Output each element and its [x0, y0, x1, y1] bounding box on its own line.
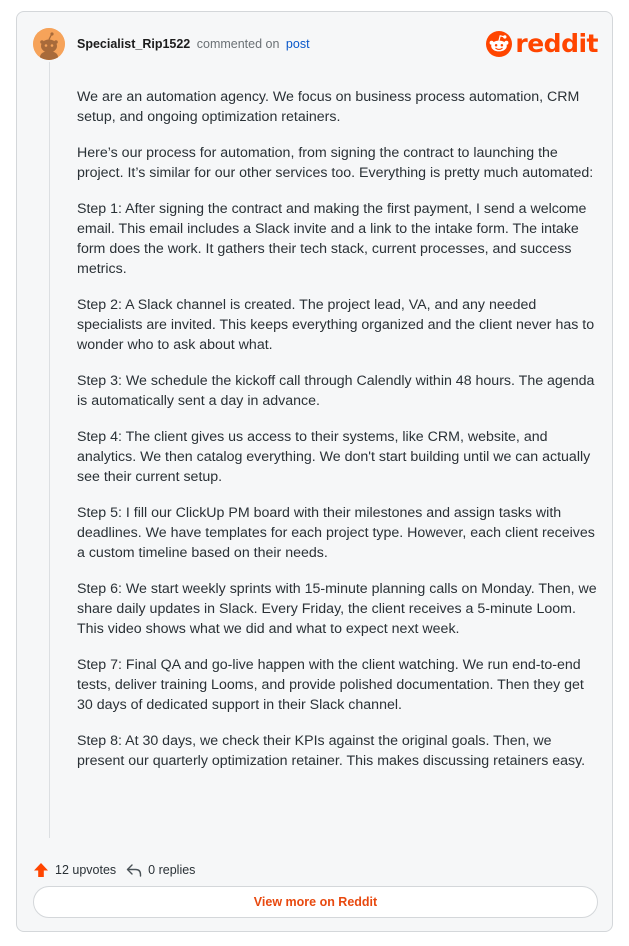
comment-paragraph: Step 8: At 30 days, we check their KPIs against the original goals. Then, we present our quarterly optimization retainer. This makes discussing retainers easy. — [77, 733, 586, 769]
comment-footer — [33, 860, 195, 880]
comment-paragraph: Step 7: Final QA and go-live happen with the client watching. We run end-to-end tests, deliver training Looms, and provide polished documentation. Then they get 30 days of dedicated support in their Slack channel. — [77, 657, 584, 713]
reply-arrow-icon[interactable] — [126, 863, 142, 877]
comment-paragraph: Here’s our process for automation, from signing the contract to launching the project. It’s similar for our other services too. Everything is pretty much automated: — [77, 145, 594, 181]
comment-header — [33, 28, 598, 62]
comment-paragraph: Step 1: After signing the contract and making the first payment, I send a welcome email. This email includes a Slack invite and a link to the intake form. The intake form does the work. It gathers their tech stack, current processes, and success metrics. — [77, 201, 587, 277]
comment-paragraph: Step 3: We schedule the kickoff call through Calendly within 48 hours. The agenda is automatically sent a day in advance. — [77, 373, 595, 409]
comment-paragraph: Step 2: A Slack channel is created. The project lead, VA, and any needed specialists are invited. This keeps everything organized and the client never has to wonder who to ask about what. — [77, 297, 595, 353]
reddit-logo[interactable] — [486, 30, 598, 58]
thread-line — [49, 62, 50, 838]
comment-paragraph: Step 4: The client gives us access to their systems, like CRM, website, and analytics. We then catalog everything. We don't start building until we can actually see their current setup. — [77, 429, 591, 485]
avatar-snoo-icon — [33, 28, 65, 60]
post-link[interactable]: post — [285, 37, 310, 51]
reddit-wordmark: reddit — [515, 29, 598, 58]
action-text: commented on — [196, 37, 280, 51]
comment-paragraph: We are an automation agency. We focus on business process automation, CRM setup, and ongoing optimization retainers. — [77, 89, 580, 125]
upvote-arrow-icon[interactable] — [33, 862, 49, 878]
avatar[interactable] — [33, 28, 65, 60]
reply-count[interactable]: 0 replies — [148, 863, 196, 877]
comment-body — [77, 87, 597, 787]
comment-paragraph: Step 6: We start weekly sprints with 15-minute planning calls on Monday. Then, we share daily updates in Slack. Every Friday, the client receives a 5-minute Loom. This video shows what we did and what to expect next week. — [77, 581, 597, 637]
comment-embed-card — [16, 11, 613, 932]
view-more-on-reddit-button[interactable]: View more on Reddit — [33, 886, 598, 918]
upvote-count: 12 upvotes — [55, 863, 117, 877]
username[interactable]: Specialist_Rip1522 — [77, 37, 191, 51]
comment-paragraph: Step 5: I fill our ClickUp PM board with their milestones and assign tasks with deadlines. We have templates for each project type. However, each client receives a custom timeline based on their needs. — [77, 505, 595, 561]
comment-meta — [77, 37, 310, 51]
reddit-snoo-icon — [486, 31, 512, 57]
